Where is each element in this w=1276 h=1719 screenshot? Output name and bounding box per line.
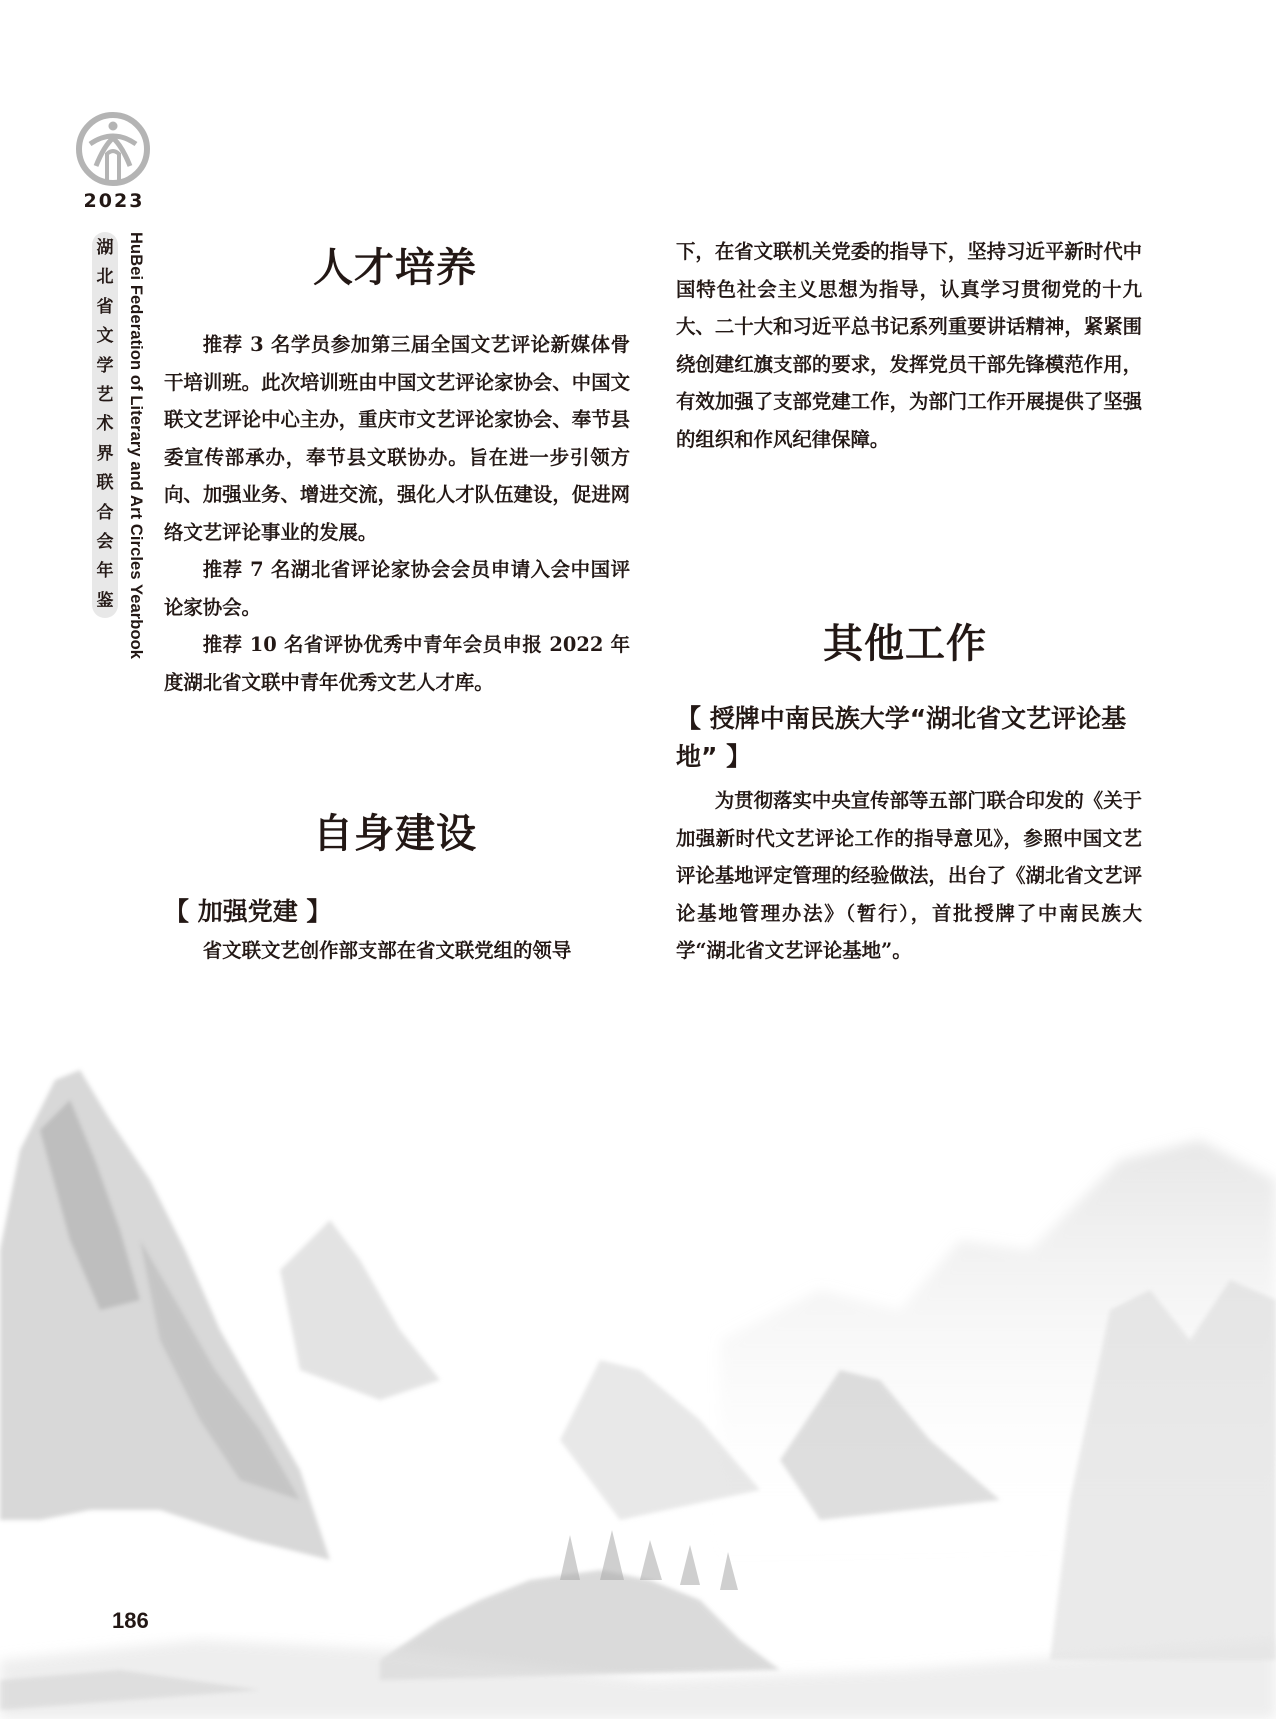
paragraph-recommend-ten: 推荐 10 名省评协优秀中青年会员申报 2022 年度湖北省文联中青年优秀文艺人才库。 bbox=[164, 633, 630, 694]
vertical-title-english-text: HuBei Federation of Literary and Art Circles Yearbook bbox=[127, 232, 145, 660]
subsection-title-review-base: 【 授牌中南民族大学“湖北省文艺评论基地” 】 bbox=[676, 704, 1127, 771]
page-number: 186 bbox=[112, 1608, 149, 1633]
paragraph-party-building-start: 省文联文艺创作部支部在省文联党组的领导 bbox=[202, 939, 572, 962]
vertical-title-char: 界 bbox=[96, 443, 114, 464]
section-title-self-building: 自身建设 bbox=[313, 811, 477, 857]
federation-emblem-icon bbox=[74, 110, 152, 188]
paragraph-party-building-continued: 下，在省文联机关党委的指导下，坚持习近平新时代中国特色社会主义思想为指导，认真学习贯彻党的十九大、二十大和习近平总书记系列重要讲话精神，紧紧围绕创建红旗支部的要求，发挥党员干部先锋模范作用，有效加强了支部党建工作，为部门工作开展提供了坚强的组织和作风纪律保障。 bbox=[676, 240, 1142, 451]
vertical-title-char: 合 bbox=[96, 502, 114, 523]
vertical-title-char: 鉴 bbox=[96, 590, 114, 611]
vertical-title-char: 湖 bbox=[96, 238, 114, 258]
vertical-title-char: 文 bbox=[96, 326, 114, 347]
vertical-title-char: 北 bbox=[96, 267, 114, 288]
vertical-title-english bbox=[125, 232, 147, 660]
section-title-other-work: 其他工作 bbox=[823, 621, 987, 667]
vertical-title-char: 会 bbox=[96, 532, 114, 553]
vertical-title-char: 艺 bbox=[96, 385, 114, 406]
paragraph-recommend-seven: 推荐 7 名湖北省评论家协会会员申请入会中国评论家协会。 bbox=[164, 558, 630, 619]
paragraph-training-class: 推荐 3 名学员参加第三届全国文艺评论新媒体骨干培训班。此次培训班由中国文艺评论家协会、中国文联文艺评论中心主办，重庆市文艺评论家协会、奉节县委宣传部承办，奉节县文联协办。旨在进一步引领方向、加强业务、增进交流，强化人才队伍建设，促进网络文艺评论事业的发展。 bbox=[164, 333, 630, 544]
vertical-title-char: 学 bbox=[96, 355, 114, 376]
subsection-title-party-building: 【 加强党建 】 bbox=[164, 897, 332, 926]
vertical-title-char: 年 bbox=[96, 561, 114, 582]
paragraph-review-base: 为贯彻落实中央宣传部等五部门联合印发的《关于加强新时代文艺评论工作的指导意见》，参照中国文艺评论基地评定管理的经验做法，出台了《湖北省文艺评论基地管理办法》（暂行），首批授牌了中南民族大学“湖北省文艺评论基地”。 bbox=[676, 789, 1142, 963]
vertical-title-char: 术 bbox=[96, 414, 114, 435]
vertical-title-chinese bbox=[92, 232, 118, 618]
yearbook-year: 2023 bbox=[83, 190, 145, 212]
section-title-talent-training: 人才培养 bbox=[313, 245, 477, 291]
vertical-title-char: 联 bbox=[96, 473, 114, 494]
vertical-title-char: 省 bbox=[96, 296, 114, 317]
ink-mountain-landscape-illustration bbox=[0, 1040, 1276, 1719]
